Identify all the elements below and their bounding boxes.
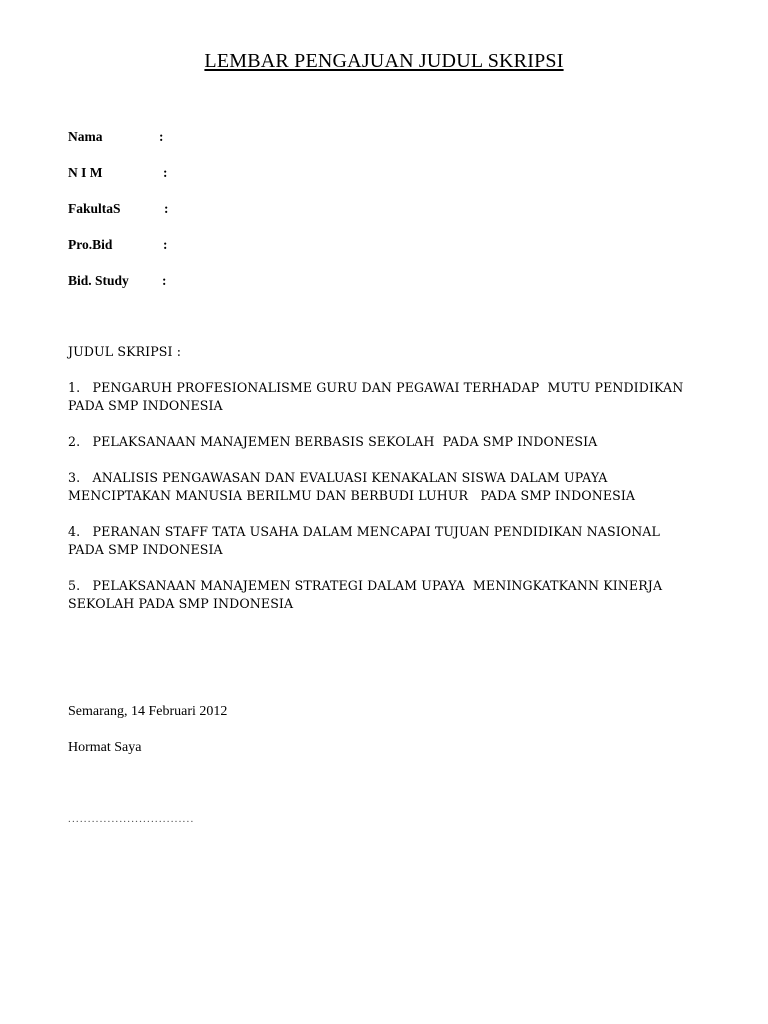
field-label-nim: N I M [68,165,103,180]
field-colon: : [163,165,168,180]
regards: Hormat Saya [68,740,142,755]
judul-item-2 [68,433,718,451]
judul-item-1 [68,379,718,415]
field-label-fakultas: FakultaS [68,201,121,216]
place-date: Semarang, 14 Februari 2012 [68,704,228,719]
document-title: LEMBAR PENGAJUAN JUDUL SKRIPSI [204,50,564,72]
field-colon: : [159,129,164,144]
judul-item-4 [68,523,718,559]
judul-item-3-line-1: 3. ANALISIS PENGAWASAN DAN EVALUASI KENAKALAN SISWA DALAM UPAYA [68,470,608,485]
signature-line: ................................ [68,813,195,825]
field-nama [68,128,164,146]
field-bid-study [68,272,167,290]
field-colon: : [163,237,168,252]
judul-item-1-line-2: PADA SMP INDONESIA [68,398,223,413]
field-colon: : [162,273,167,288]
judul-item-1-line-1: 1. PENGARUH PROFESIONALISME GURU DAN PEGAWAI TERHADAP MUTU PENDIDIKAN [68,380,684,395]
field-fakultas [68,200,169,218]
judul-skripsi-heading: JUDUL SKRIPSI : [68,344,182,359]
judul-item-3-line-2: MENCIPTAKAN MANUSIA BERILMU DAN BERBUDI LUHUR PADA SMP INDONESIA [68,488,636,503]
field-label-probid: Pro.Bid [68,237,113,252]
judul-item-5 [68,577,718,613]
field-colon: : [164,201,169,216]
field-label-bid-study: Bid. Study [68,273,129,288]
judul-item-4-line-2: PADA SMP INDONESIA [68,542,223,557]
judul-item-4-line-1: 4. PERANAN STAFF TATA USAHA DALAM MENCAPAI TUJUAN PENDIDIKAN NASIONAL [68,524,660,539]
judul-item-5-line-2: SEKOLAH PADA SMP INDONESIA [68,596,294,611]
field-probid [68,236,168,254]
judul-item-5-line-1: 5. PELAKSANAAN MANAJEMEN STRATEGI DALAM UPAYA MENINGKATKANN KINERJA [68,578,663,593]
judul-item-2-line-1: 2. PELAKSANAAN MANAJEMEN BERBASIS SEKOLAH PADA SMP INDONESIA [68,434,598,449]
field-nim [68,164,168,182]
judul-item-3 [68,469,718,505]
field-label-nama: Nama [68,129,103,144]
